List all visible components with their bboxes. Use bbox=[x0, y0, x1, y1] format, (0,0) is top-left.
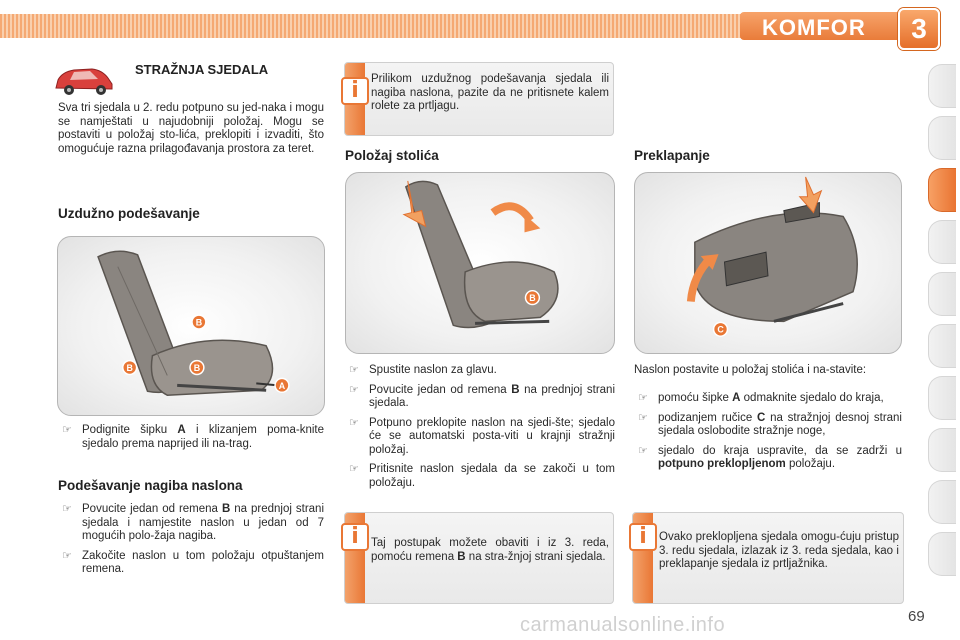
list-item: ☞ Povucite jedan od remena B na prednjoj strani sjedala. bbox=[349, 383, 615, 409]
chapter-tab-active[interactable] bbox=[928, 168, 956, 212]
preklapanje-intro: Naslon postavite u položaj stolića i na-stavite: bbox=[634, 364, 867, 376]
label-B: B bbox=[126, 362, 133, 373]
info-text-right: Ovako preklopljena sjedala omogu-ćuju pristup 3. redu sjedala, izlazak iz 3. reda sjedala, kao i preklapanje sjedala iz prtljažnika. bbox=[659, 531, 899, 570]
chapter-title: KOMFOR bbox=[762, 15, 866, 40]
info-text-top: Prilikom uzdužnog podešavanja sjedala ili nagiba naslona, pazite da ne pritisnete kalem rolete za prtljagu. bbox=[371, 73, 609, 112]
list-stolic bbox=[345, 364, 615, 496]
chapter-tab[interactable] bbox=[928, 272, 956, 316]
page-header bbox=[0, 0, 960, 50]
chapter-tab[interactable] bbox=[928, 428, 956, 472]
list-item: ☞ sjedalo do kraja uspravite, da se zadrži u potpuno preklopljenom položaju. bbox=[638, 444, 902, 470]
illustration-folding bbox=[634, 172, 902, 354]
car-icon bbox=[52, 62, 116, 98]
info-box-right bbox=[632, 512, 904, 604]
list-nagib bbox=[58, 503, 324, 583]
list-item: ☞ pomoću šipke A odmaknite sjedalo do kraja, bbox=[638, 392, 884, 404]
list-item: ☞ podizanjem ručice C na stražnjoj desnoj strani sjedala oslobodite stražnje noge, bbox=[638, 411, 902, 437]
chapter-tabs bbox=[928, 64, 960, 584]
label-B: B bbox=[195, 317, 203, 328]
page-number: 69 bbox=[908, 608, 925, 625]
label-B: B bbox=[193, 362, 201, 373]
info-icon: i bbox=[629, 523, 657, 551]
list-item: ☞ Potpuno preklopite naslon na sjedi-šte; sjedalo će se automatski posta-viti u krajnji stražnji položaj. bbox=[349, 416, 615, 456]
list-item: ☞ Podignite šipku A i klizanjem poma-knite sjedalo prema naprijed ili na-trag. bbox=[62, 424, 324, 450]
label-A: A bbox=[278, 380, 286, 391]
list-item: ☞ Povucite jedan od remena B na prednjoj strani sjedala i namjestite naslon u jedan od 7 mogućih polo-žaja nagiba. bbox=[62, 503, 325, 542]
list-item: ☞ Zakočite naslon u tom položaju otpuštanjem remena. bbox=[62, 549, 324, 575]
list-preklapanje bbox=[634, 392, 902, 478]
chapter-tab[interactable] bbox=[928, 64, 956, 108]
info-box-mid bbox=[344, 512, 614, 604]
info-icon: i bbox=[341, 523, 369, 551]
chapter-tab[interactable] bbox=[928, 116, 956, 160]
label-C: C bbox=[717, 324, 724, 335]
chapter-tab[interactable] bbox=[928, 220, 956, 264]
list-uzduzno bbox=[58, 424, 324, 457]
info-icon: i bbox=[341, 77, 369, 105]
illustration-table-position bbox=[345, 172, 615, 354]
illustration-seat-slide bbox=[57, 236, 325, 416]
chapter-tab[interactable] bbox=[928, 532, 956, 576]
intro-paragraph: Sva tri sjedala u 2. redu potpuno su jed-naka i mogu se namještati u najudobniji položaj. Mogu se postaviti u položaj sto-lića, preklopiti i izvaditi, što omogućuje razna prilagođavanja prostora za teret. bbox=[58, 102, 324, 155]
heading-preklapanje: Preklapanje bbox=[634, 148, 710, 163]
chapter-tab[interactable] bbox=[928, 376, 956, 420]
label-B: B bbox=[529, 293, 536, 304]
chapter-tab[interactable] bbox=[928, 480, 956, 524]
heading-nagib: Podešavanje nagiba naslona bbox=[58, 478, 243, 493]
heading-uzduzno: Uzdužno podešavanje bbox=[58, 206, 200, 221]
info-text-mid: Taj postupak možete obaviti i iz 3. reda, pomoću remena B na stra-žnjoj strani sjedala. bbox=[371, 537, 609, 563]
watermark: carmanualsonline.info bbox=[520, 614, 726, 636]
chapter-tab[interactable] bbox=[928, 324, 956, 368]
heading-stolic: Položaj stolića bbox=[345, 148, 439, 163]
chapter-number-badge: 3 bbox=[898, 8, 940, 50]
info-box-top bbox=[344, 62, 614, 136]
list-item: ☞ Spustite naslon za glavu. bbox=[349, 364, 497, 376]
list-item: ☞ Pritisnite naslon sjedala da se zakoči u tom položaju. bbox=[349, 463, 615, 489]
section-title: STRAŽNJA SJEDALA bbox=[135, 62, 269, 77]
